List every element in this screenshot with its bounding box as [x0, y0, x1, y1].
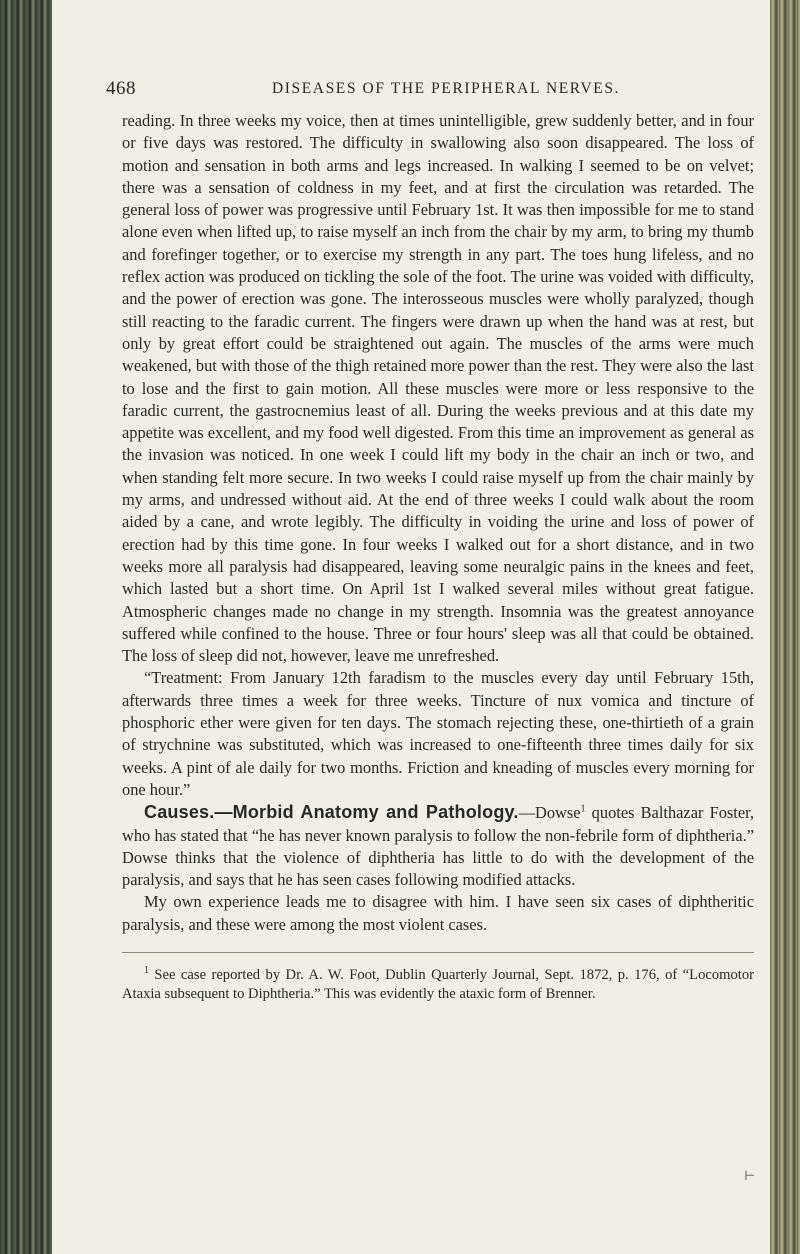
paragraph-own-experience: My own experience leads me to disagree with him. I have seen six cases of diphtheritic paralysis, and these were among the most violent cases.: [122, 892, 754, 934]
footnote-mark: 1: [144, 965, 149, 977]
page-number: 468: [106, 78, 136, 99]
book-binding-right: [770, 0, 800, 1254]
footnote: [122, 966, 754, 1004]
book-binding-left: [0, 0, 52, 1254]
margin-mark: ⊢: [744, 1168, 756, 1183]
paragraph-case-narrative: reading. In three weeks my voice, then at times unintelligible, grew suddenly better, and in four or five days was restored. The difficulty in swallowing also soon disappeared. The loss of motion and sensation in both arms and legs increased. In walking I seemed to be on velvet; there was a sensation of coldness in my feet, and at first the circulation was retarded. The general loss of power was progressive until February 1st. It was then impossible for me to stand alone even when lifted up, to raise myself an inch from the chair by my arm, to bring my thumb and forefinger together, or to exercise my strength in any part. The toes hung lifeless, and no reflex action was produced on tickling the sole of the foot. The urine was voided with difficulty, and the power of erection was gone. The interosseous muscles were wholly paralyzed, though still reacting to the faradic current. The fingers were drawn up when the hand was at rest, but only by great effort could be straightened out again. The muscles of the arms were much weakened, but with those of the thigh retained more power than the rest. They were also the last to lose and the first to gain motion. All these muscles were more or less responsive to the faradic current, the gastrocnemius least of all. During the weeks previous and at this date my appetite was excellent, and my food well digested. From this time an improvement as general as the invasion was noticed. In one week I could lift my body in the chair an inch or two, and when standing felt more secure. In two weeks I could raise myself up from the chair mainly by my arms, and undressed without aid. At the end of three weeks I could walk about the room aided by a cane, and wrote legibly. The difficulty in voiding the urine and loss of power of erection had by this time gone. In four weeks I walked out for a short distance, and in two weeks more all paralysis had disappeared, leaving some neuralgic pains in the knees and feet, which lasted but a short time. On April 1st I walked several miles without great fatigue. Atmospheric changes made no change in my strength. Insomnia was the greatest annoyance suffered while confined to the house. Three or four hours' sleep was all that could be obtained. The loss of sleep did not, however, leave me unrefreshed.: [122, 111, 754, 666]
causes-text-before-ref: —Dowse: [518, 803, 581, 823]
page-header: [106, 74, 756, 108]
section-heading: Causes.—Morbid Anatomy and Pathology.: [144, 802, 519, 823]
paragraph-causes: [122, 801, 754, 891]
footnote-divider: [122, 952, 754, 953]
causes-text-after-ref: quotes Balthazar Foster, who has stated that “he has never known paralysis to follow the non-febrile form of diphtheria.” Dowse thinks that the violence of diphtheria has little to do with the development of the paralysis, and says that he has seen cases following modified attacks.: [122, 803, 754, 890]
running-head: DISEASES OF THE PERIPHERAL NERVES.: [271, 80, 621, 97]
body-text: [122, 110, 754, 1004]
footnote-text: See case reported by Dr. A. W. Foot, Dublin Quarterly Journal, Sept. 1872, p. 176, of “Locomotor Ataxia subsequent to Diphtheria.” This was evidently the ataxic form of Brenner.: [122, 966, 754, 1002]
paragraph-treatment: “Treatment: From January 12th faradism to the muscles every day until February 15th, afterwards three times a week for three weeks. Tincture of nux vomica and tincture of phosphoric ether were given for ten days. The stomach rejecting these, one-thirtieth of a grain of strychnine was substituted, which was increased to one-fifteenth three times daily for six weeks. A pint of ale daily for two months. Friction and kneading of muscles every morning for one hour.”: [122, 668, 754, 799]
footnote-reference: 1: [580, 803, 586, 815]
book-page: [52, 0, 770, 1254]
